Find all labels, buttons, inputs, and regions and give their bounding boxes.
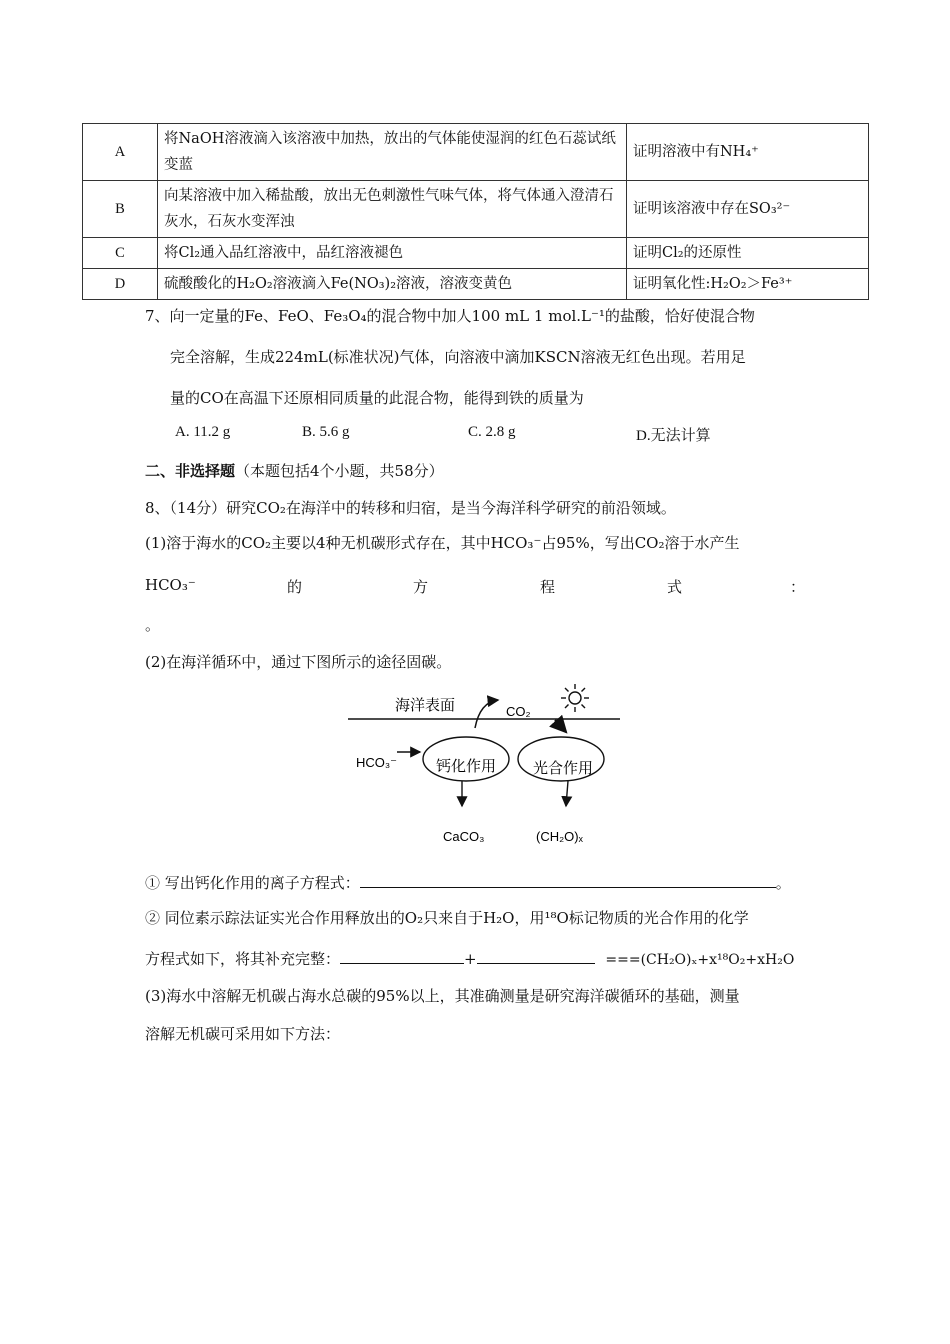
row-conclusion: 证明该溶液中存在SO₃²⁻: [627, 181, 869, 238]
q8-intro: 8、（14分）研究CO₂在海洋中的转移和归宿，是当今海洋科学研究的前沿领域。: [145, 499, 676, 517]
q8-sub2-line1: ② 同位素示踪法证实光合作用释放出的O₂只来自于H₂O，用¹⁸O标记物质的光合作用的化学: [145, 909, 749, 927]
row-experiment: 将NaOH溶液滴入该溶液中加热，放出的气体能使湿润的红色石蕊试纸变蓝: [158, 124, 627, 181]
hco3-label: HCO₃⁻: [356, 755, 398, 770]
justified-word: 的: [287, 578, 303, 596]
q7-line1: 7、向一定量的Fe、FeO、Fe₃O₄的混合物中加人100 mL 1 mol.L⁻¹的盐酸，恰好使混合物: [145, 307, 755, 325]
sun-icon: [561, 684, 589, 712]
choice-a[interactable]: A. 11.2 g: [175, 424, 231, 440]
table-row: [83, 269, 869, 300]
q7-line2: 完全溶解，生成224mL(标准状况)气体，向溶液中滴加KSCN溶液无红色出现。若用足: [170, 348, 746, 366]
justified-word: HCO₃⁻: [145, 576, 196, 594]
sub1-end: 。: [775, 874, 791, 892]
plus-sign: +: [464, 950, 477, 968]
answer-blank[interactable]: [477, 949, 595, 964]
sub1-text: ① 写出钙化作用的离子方程式：: [145, 874, 360, 892]
carbon-cycle-diagram: [340, 680, 630, 850]
answer-blank[interactable]: [360, 873, 776, 888]
row-label: B: [83, 181, 158, 238]
surface-label: 海洋表面: [395, 697, 456, 714]
caco3-label: CaCO₃: [443, 829, 485, 844]
justified-word: 方: [413, 578, 429, 596]
q8-part3-line1: (3)海水中溶解无机碳占海水总碳的95%以上，其准确测量是研究海洋碳循环的基础，测量: [145, 987, 740, 1005]
row-label: A: [83, 124, 158, 181]
uptake-arrow: [555, 720, 566, 732]
equation-rhs: ===(CH₂O)ₓ+x¹⁸O₂+xH₂O: [605, 952, 795, 968]
justified-word: 式: [667, 578, 683, 596]
sub2-text: 方程式如下，将其补充完整：: [145, 950, 341, 968]
table-row: [83, 124, 869, 181]
q8-sub2-line2: [145, 948, 794, 969]
row-experiment: 向某溶液中加入稀盐酸，放出无色刺激性气味气体，将气体通入澄清石灰水，石灰水变浑浊: [158, 181, 627, 238]
q8-part1-line1: (1)溶于海水的CO₂主要以4种无机碳形式存在，其中HCO₃⁻占95%，写出CO₂溶于水产生: [145, 534, 740, 552]
choice-b[interactable]: B. 5.6 g: [302, 424, 350, 440]
row-conclusion: 证明Cl₂的还原性: [627, 238, 869, 269]
choice-c[interactable]: C. 2.8 g: [468, 424, 516, 440]
release-arrow: [475, 700, 498, 728]
ch2o-label: (CH₂O)ₓ: [536, 829, 583, 844]
row-conclusion: 证明氧化性:H₂O₂＞Fe³⁺: [627, 269, 869, 300]
q8-part1-end: 。: [145, 616, 161, 634]
section-title: 二、非选择题: [145, 462, 236, 480]
justified-word: 程: [540, 578, 556, 596]
table-row: [83, 238, 869, 269]
choice-d[interactable]: D.无法计算: [636, 428, 711, 444]
row-experiment: 硫酸酸化的H₂O₂溶液滴入Fe(NO₃)₂溶液，溶液变黄色: [158, 269, 627, 300]
options-table: [82, 123, 869, 300]
answer-blank[interactable]: [340, 949, 464, 964]
q8-part3-line2: 溶解无机碳可采用如下方法：: [145, 1025, 341, 1043]
q8-part2: (2)在海洋循环中，通过下图所示的途径固碳。: [145, 653, 452, 671]
row-label: D: [83, 269, 158, 300]
table-row: [83, 181, 869, 238]
row-experiment: 将Cl₂通入品红溶液中，品红溶液褪色: [158, 238, 627, 269]
co2-label: CO₂: [506, 704, 531, 719]
q8-sub1: [145, 872, 791, 893]
ch2o-arrow: [566, 781, 568, 806]
section-heading: [145, 460, 444, 481]
calcification-label: 钙化作用: [436, 758, 497, 775]
justified-word: ：: [790, 578, 806, 596]
section-note: （本题包括4个小题，共58分）: [235, 462, 444, 480]
row-conclusion: 证明溶液中有NH₄⁺: [627, 124, 869, 181]
row-label: C: [83, 238, 158, 269]
q7-line3: 量的CO在高温下还原相同质量的此混合物，能得到铁的质量为: [170, 389, 584, 407]
photosynthesis-label: 光合作用: [533, 760, 594, 777]
